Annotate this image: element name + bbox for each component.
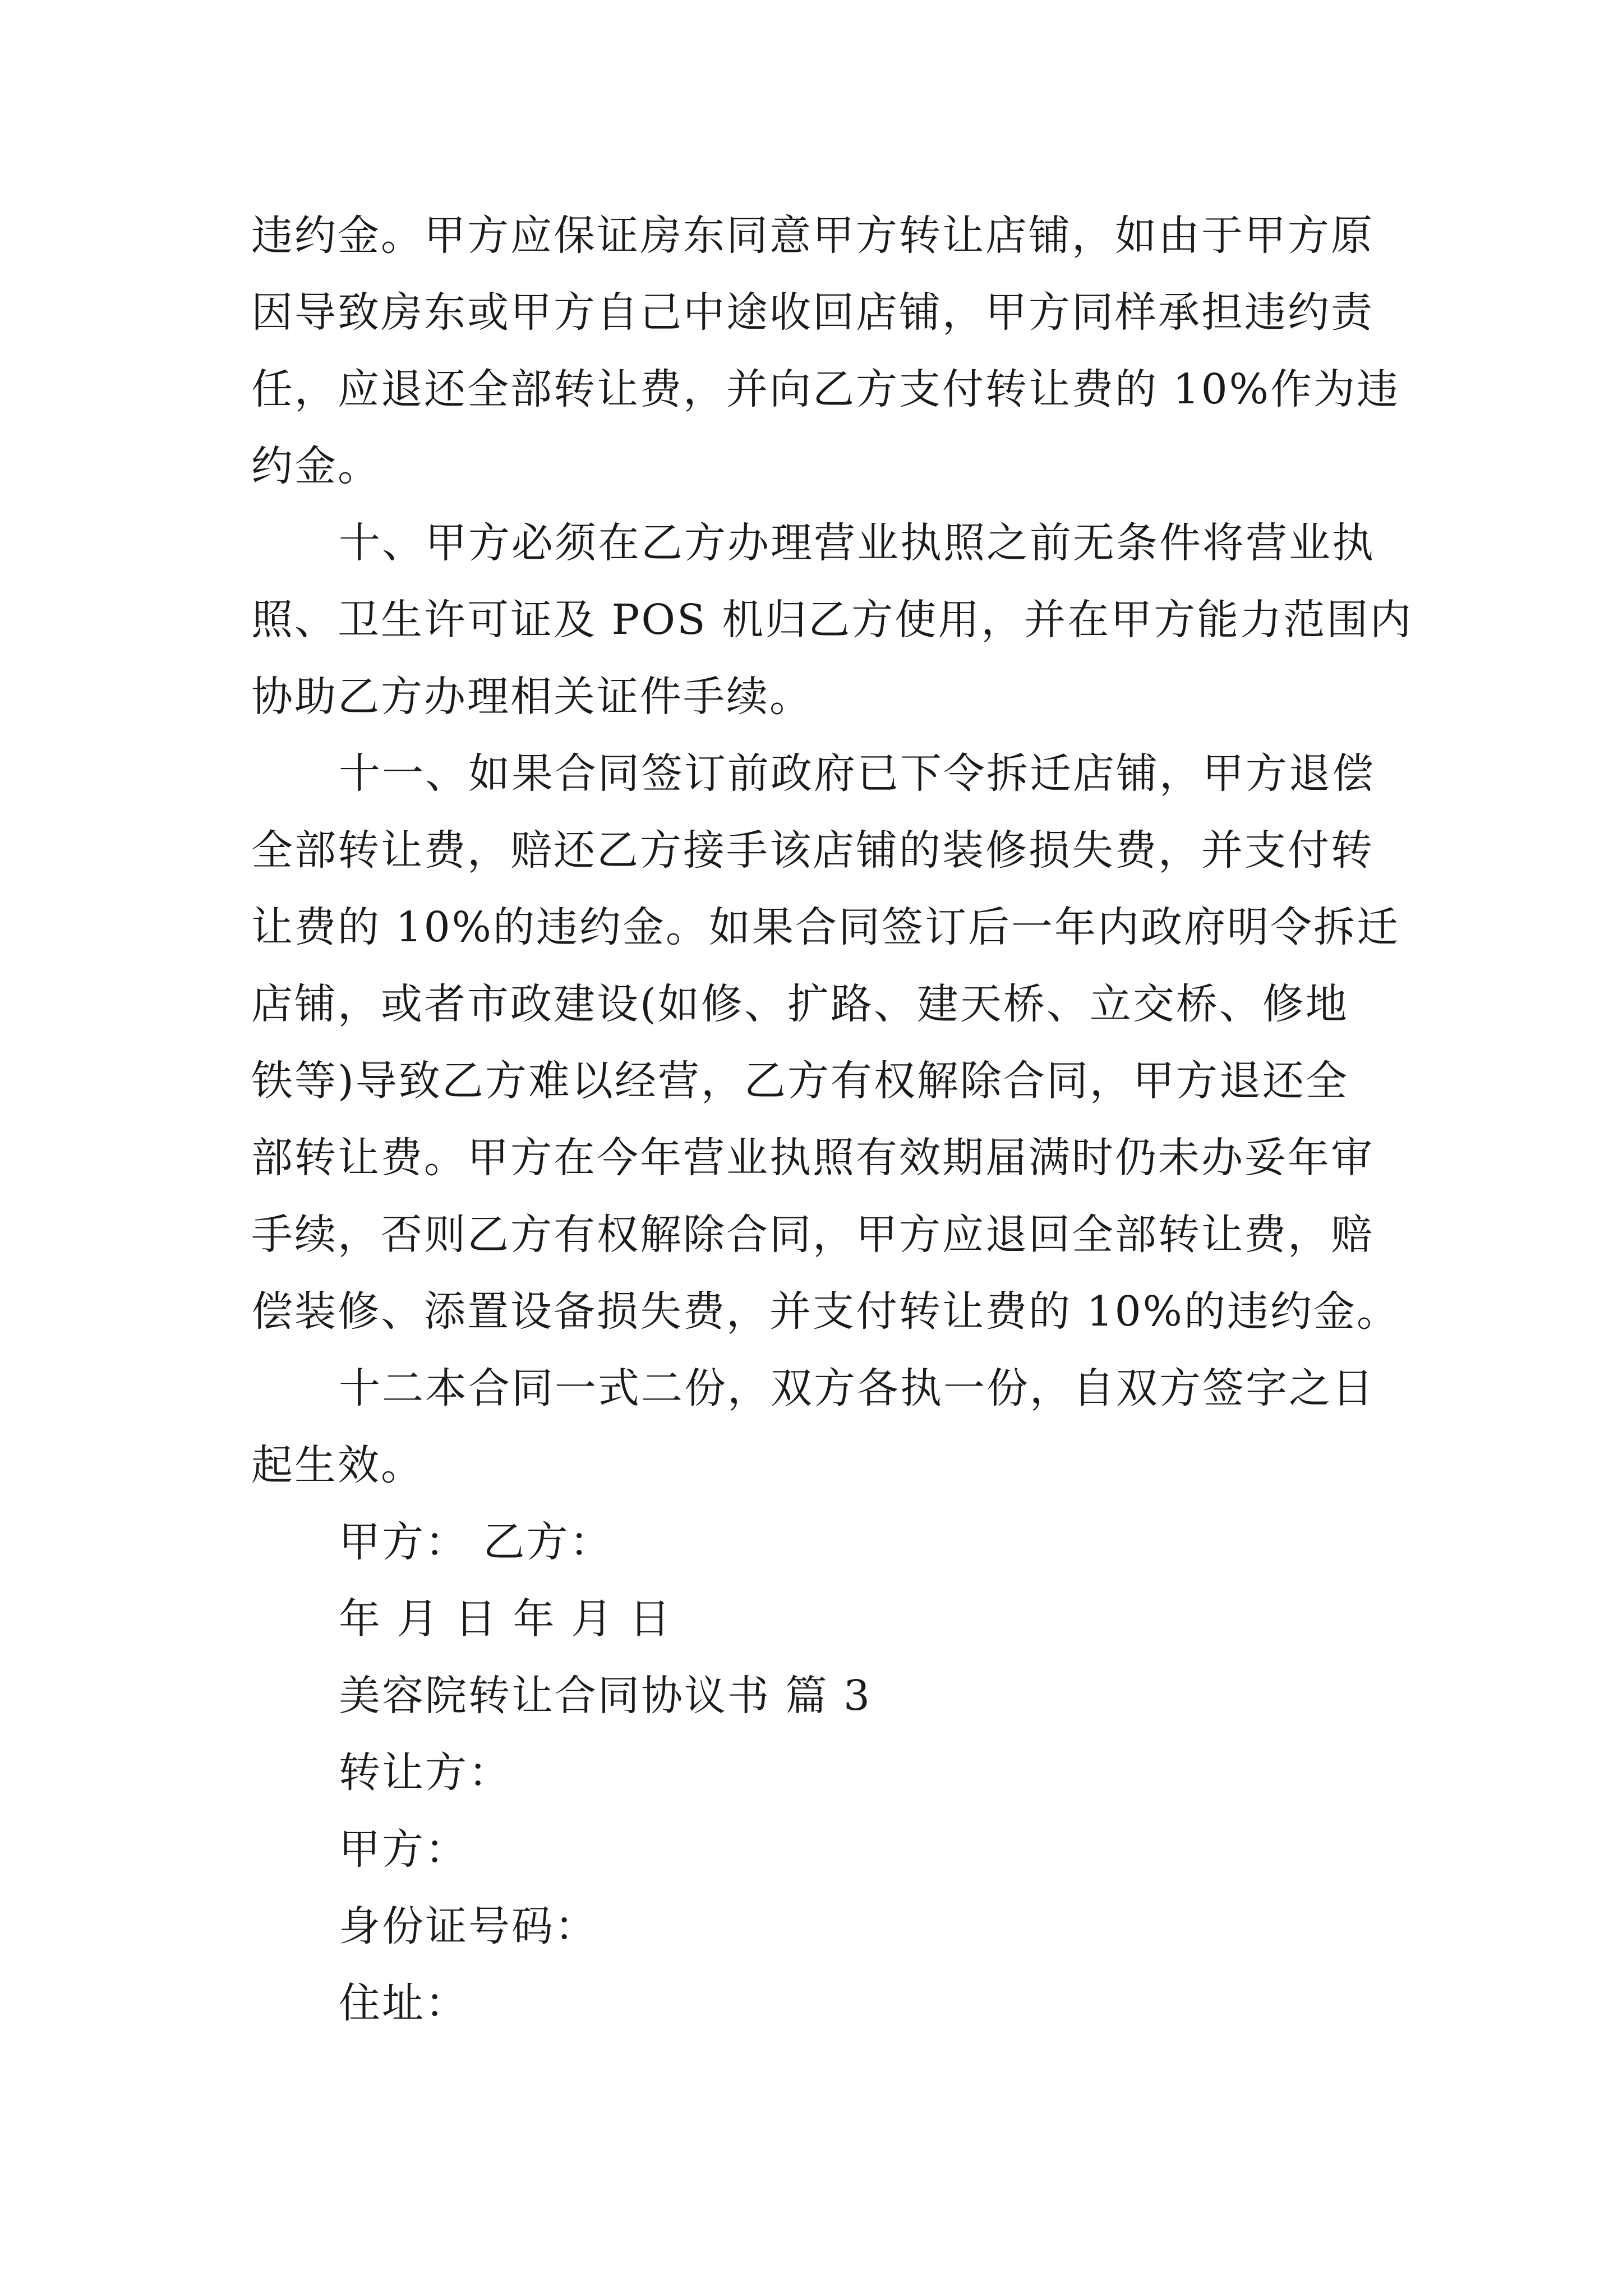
- id-number-label: 身份证号码：: [339, 1902, 598, 1950]
- clause-10-text-line-2: 照、卫生许可证及 POS 机归乙方使用，并在甲方能力范围内: [251, 596, 1413, 644]
- clause-11-text-line-6: 部转让费。甲方在今年营业执照有效期届满时仍未办妥年审: [251, 1134, 1374, 1182]
- clause-9-text-line-3: 任，应退还全部转让费，并向乙方支付转让费的 10%作为违: [251, 365, 1400, 413]
- address-label: 住址：: [339, 1979, 468, 2027]
- clause-9-text-line-2: 因导致房东或甲方自己中途收回店铺，甲方同样承担违约责: [251, 288, 1374, 337]
- clause-12-text-line-2: 起生效。: [251, 1441, 424, 1489]
- clause-9-text-line-1: 违约金。甲方应保证房东同意甲方转让店铺，如由于甲方原: [251, 211, 1374, 260]
- signature-parties-line: 甲方： 乙方：: [339, 1518, 613, 1566]
- clause-11-text-line-1: 十一、如果合同签订前政府已下令拆迁店铺，甲方退偿: [339, 749, 1375, 798]
- clause-11-text-line-2: 全部转让费，赔还乙方接手该店铺的装修损失费，并支付转: [251, 826, 1374, 875]
- clause-10-text-line-3: 协助乙方办理相关证件手续。: [251, 673, 813, 721]
- clause-11-text-line-4: 店铺，或者市政建设(如修、扩路、建天桥、立交桥、修地: [251, 980, 1349, 1028]
- transferor-label: 转让方：: [339, 1749, 511, 1797]
- clause-11-text-line-5: 铁等)导致乙方难以经营，乙方有权解除合同，甲方退还全: [251, 1057, 1349, 1105]
- clause-11-text-line-8: 偿装修、添置设备损失费，并支付转让费的 10%的违约金。: [251, 1287, 1400, 1336]
- clause-9-text-line-4: 约金。: [251, 442, 381, 490]
- clause-11-text-line-7: 手续，否则乙方有权解除合同，甲方应退回全部转让费，赔: [251, 1211, 1374, 1259]
- clause-11-text-line-3: 让费的 10%的违约金。如果合同签订后一年内政府明令拆迁: [251, 903, 1400, 951]
- clause-10-text-line-1: 十、甲方必须在乙方办理营业执照之前无条件将营业执: [339, 519, 1375, 567]
- party-a-label: 甲方：: [339, 1825, 468, 1874]
- clause-12-text-line-1: 十二本合同一式二份，双方各执一份，自双方签字之日: [339, 1364, 1375, 1412]
- signature-date-line: 年 月 日 年 月 日: [339, 1595, 672, 1643]
- section-heading: 美容院转让合同协议书 篇 3: [339, 1672, 872, 1720]
